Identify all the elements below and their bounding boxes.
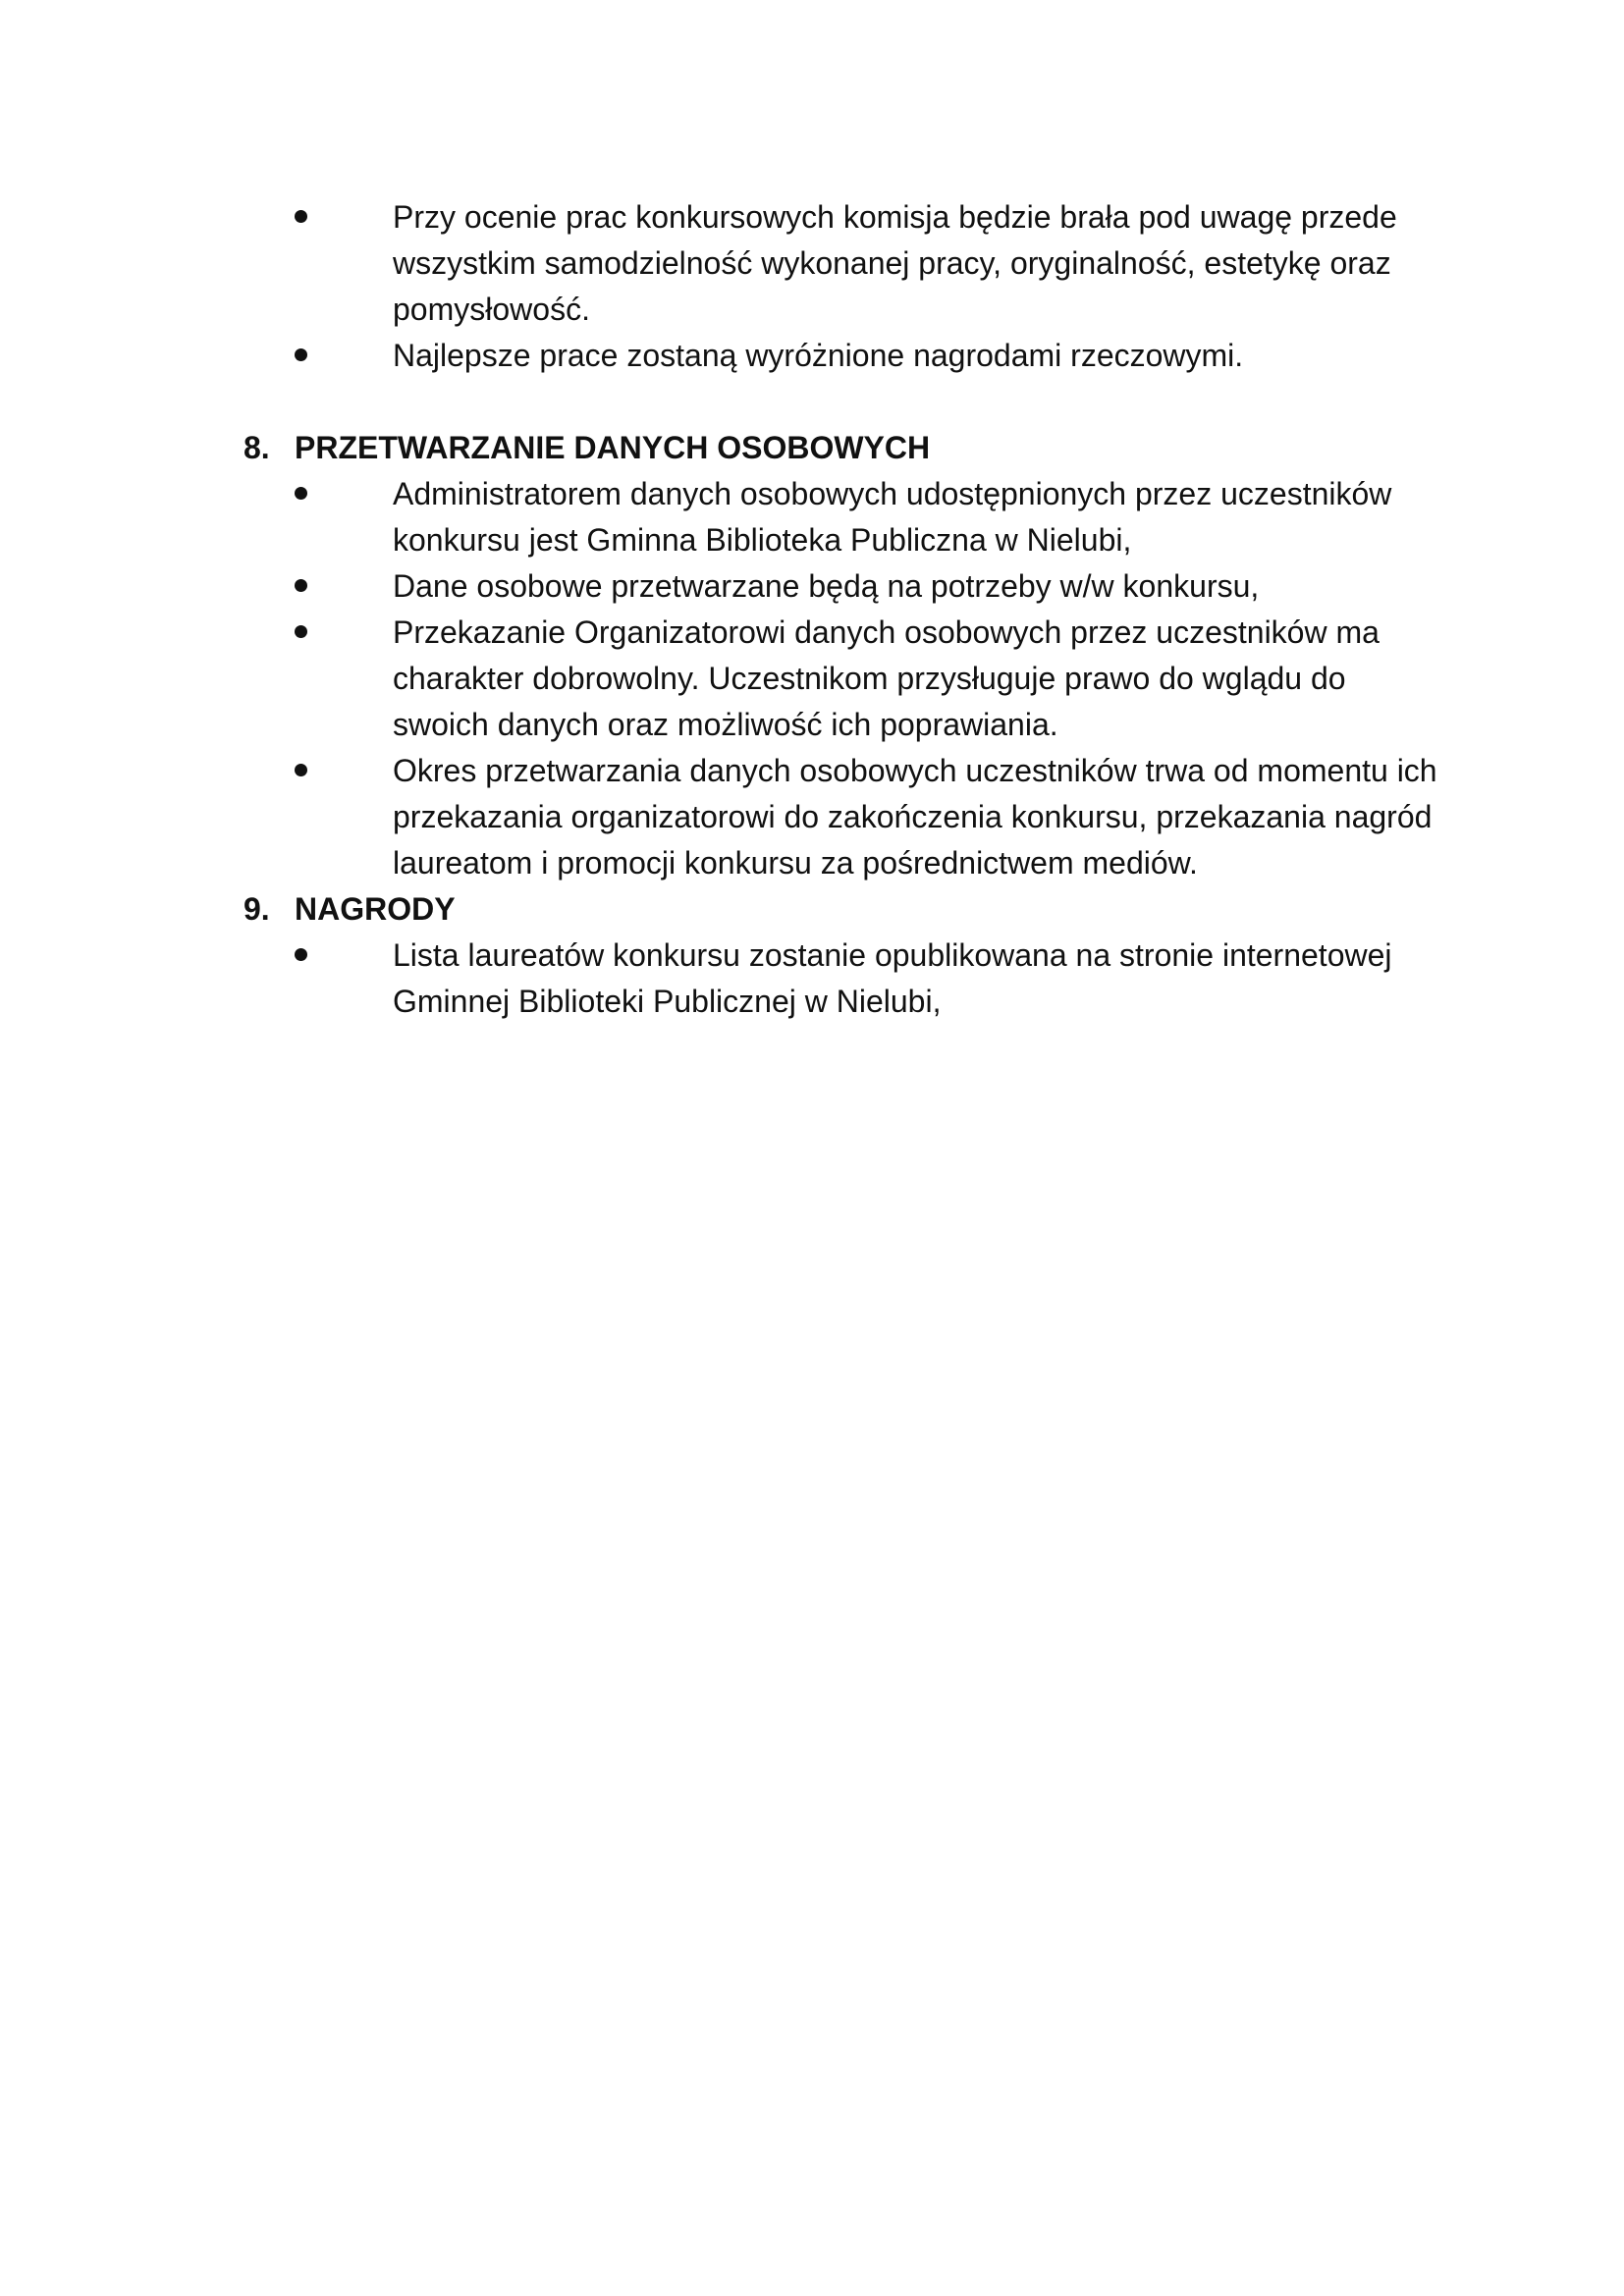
bullet-icon <box>295 948 307 961</box>
bullet-icon <box>295 579 307 592</box>
list-item-text: Okres przetwarzania danych osobowych uczestników trwa od momentu ich przekazania organizatorowi do zakończenia konkursu, przekazania nagród laureatom i promocji konkursu za pośrednictwem mediów. <box>393 753 1437 881</box>
section-9-bullet-list <box>244 933 1441 1025</box>
list-item-text: Lista laureatów konkursu zostanie opublikowana na stronie internetowej Gminnej Biblioteki Publicznej w Nielubi, <box>393 937 1392 1019</box>
list-item-text: Dane osobowe przetwarzane będą na potrzeby w/w konkursu, <box>393 568 1260 604</box>
list-item <box>393 933 1441 1025</box>
document-content <box>244 194 1441 1025</box>
section-title: NAGRODY <box>295 891 456 927</box>
bullet-icon <box>295 625 307 638</box>
section-8-bullet-list <box>244 471 1441 886</box>
list-item <box>393 563 1441 610</box>
intro-bullet-list <box>244 194 1441 379</box>
section-number: 8. <box>244 430 270 465</box>
list-item <box>393 610 1441 748</box>
section-9-heading <box>244 886 1441 933</box>
list-item <box>393 333 1441 379</box>
list-item-text: Przy ocenie prac konkursowych komisja będzie brała pod uwagę przede wszystkim samodzielność wykonanej pracy, oryginalność, estetykę oraz pomysłowość. <box>393 199 1397 327</box>
list-item <box>393 748 1441 886</box>
bullet-icon <box>295 348 307 361</box>
list-item-text: Przekazanie Organizatorowi danych osobowych przez uczestników ma charakter dobrowolny. Uczestnikom przysługuje prawo do wglądu do swoich danych oraz możliwość ich poprawiania. <box>393 614 1380 742</box>
bullet-icon <box>295 210 307 223</box>
section-number: 9. <box>244 891 270 927</box>
section-title: PRZETWARZANIE DANYCH OSOBOWYCH <box>295 430 931 465</box>
list-item <box>393 471 1441 563</box>
section-8-heading <box>244 425 1441 471</box>
bullet-icon <box>295 487 307 500</box>
bullet-icon <box>295 764 307 776</box>
spacer <box>244 379 1441 425</box>
list-item <box>393 194 1441 333</box>
list-item-text: Administratorem danych osobowych udostępnionych przez uczestników konkursu jest Gminna Biblioteka Publiczna w Nielubi, <box>393 476 1392 558</box>
list-item-text: Najlepsze prace zostaną wyróżnione nagrodami rzeczowymi. <box>393 338 1244 373</box>
